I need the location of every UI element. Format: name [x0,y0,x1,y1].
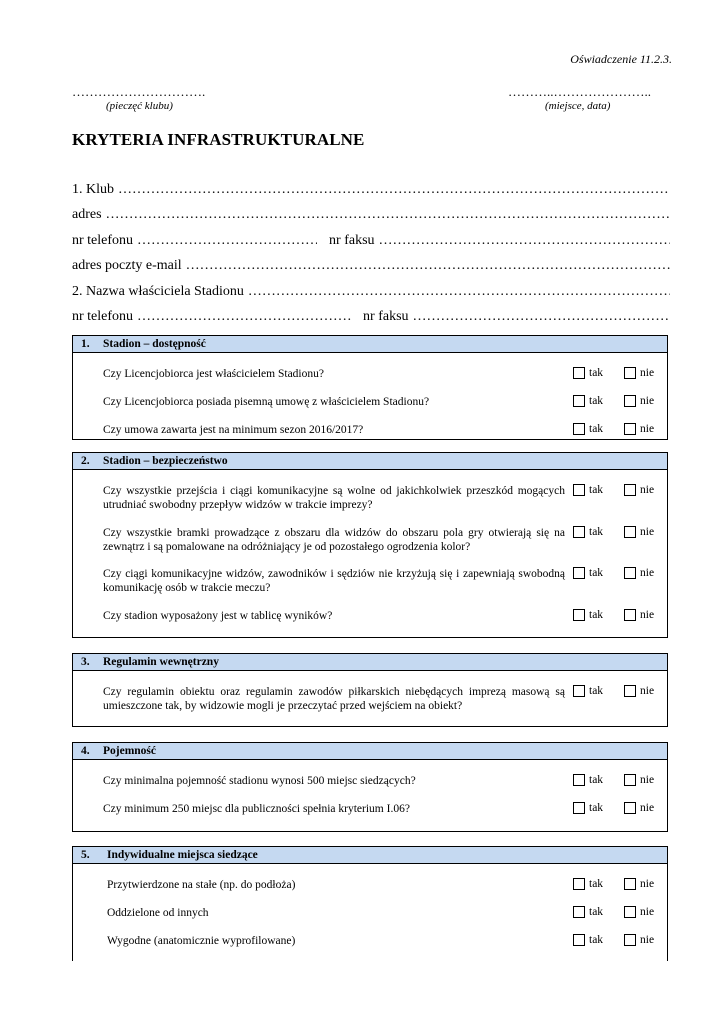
checkbox-tak[interactable] [573,567,585,579]
tak-option[interactable]: tak [573,395,603,407]
question-text: Czy wszystkie bramki prowadzące z obszaru dla widzów do obszaru pola gry otwierają się na zewnątrz i są pomalowane na odróżniający je od pozostałego ogrodzenia kolor? [103,527,565,553]
place-date-caption: (miejsce, data) [545,100,611,112]
checkbox-nie[interactable] [624,567,636,579]
section-header [73,453,667,470]
checkbox-tak[interactable] [573,774,585,786]
nie-option[interactable]: nie [624,367,654,379]
question-text: Wygodne (anatomicznie wyprofilowane) [107,935,296,947]
question-text: Czy minimum 250 miejsc dla publiczności spełnia kryterium I.06? [103,803,410,815]
document-reference: Oświadczenie 11.2.3. [570,52,672,66]
nie-option[interactable]: nie [624,609,654,621]
checkbox-nie[interactable] [624,423,636,435]
question-text: Czy ciągi komunikacyjne widzów, zawodników i sędziów nie krzyżują się i zapewniają swobodną komunikację osób w trakcie meczu? [103,568,565,594]
nie-option[interactable]: nie [624,934,654,946]
section-number: 2. [81,455,90,467]
email-label: adres poczty e-mail [72,258,182,273]
club-label: 1. Klub [72,182,114,197]
checkbox-tak[interactable] [573,906,585,918]
nie-option[interactable]: nie [624,395,654,407]
tak-option[interactable]: tak [573,484,603,496]
checkbox-tak[interactable] [573,802,585,814]
section-title: Regulamin wewnętrzny [103,656,219,668]
question-text: Oddzielone od innych [107,907,209,919]
phone-field-2[interactable] [137,309,351,325]
section-number: 4. [81,745,90,757]
owner-label: 2. Nazwa właściciela Stadionu [72,284,244,299]
section-title: Pojemność [103,745,157,757]
tak-option[interactable]: tak [573,685,603,697]
checkbox-tak[interactable] [573,423,585,435]
nie-option[interactable]: nie [624,484,654,496]
checkbox-nie[interactable] [624,878,636,890]
question-text: Czy Licencjobiorca jest właścicielem Stadionu? [103,368,324,380]
phone-label-1: nr telefonu [72,233,134,248]
section-header [73,847,667,864]
tak-option[interactable]: tak [573,609,603,621]
nie-option[interactable]: nie [624,423,654,435]
checkbox-nie[interactable] [624,802,636,814]
address-label: adres [72,207,102,222]
checkbox-nie[interactable] [624,934,636,946]
question-text: Czy stadion wyposażony jest w tablicę wyników? [103,610,333,622]
nie-option[interactable]: nie [624,526,654,538]
section-header [73,654,667,671]
section-title: Stadion – dostępność [103,338,206,350]
question-text: Czy umowa zawarta jest na minimum sezon 2016/2017? [103,424,364,436]
owner-field[interactable] [72,284,670,300]
nie-option[interactable]: nie [624,685,654,697]
tak-option[interactable]: tak [573,906,603,918]
fax-field-2[interactable] [413,309,670,325]
checkbox-nie[interactable] [624,484,636,496]
question-text: Przytwierdzone na stałe (np. do podłoża) [107,879,296,891]
email-field[interactable] [72,258,670,274]
section-title: Indywidualne miejsca siedzące [107,849,258,861]
section-individual-seats [72,846,668,961]
place-date-line: ………..………………….. [508,84,651,99]
page-title: KRYTERIA INFRASTRUKTURALNE [72,130,365,149]
checkbox-nie[interactable] [624,367,636,379]
fax-label-1: nr faksu [329,233,375,248]
phone-fax-row-2 [72,309,670,325]
club-field[interactable] [72,182,670,198]
checkbox-tak[interactable] [573,934,585,946]
checkbox-tak[interactable] [573,609,585,621]
question-text: Czy minimalna pojemność stadionu wynosi 500 miejsc siedzących? [103,775,416,787]
checkbox-tak[interactable] [573,526,585,538]
section-internal-regulations [72,653,668,727]
nie-option[interactable]: nie [624,878,654,890]
fax-label-2: nr faksu [363,309,409,324]
checkbox-nie[interactable] [624,609,636,621]
section-header [73,743,667,760]
phone-label-2: nr telefonu [72,309,134,324]
checkbox-nie[interactable] [624,774,636,786]
question-text: Czy regulamin obiektu oraz regulamin zawodów piłkarskich niebędących imprezą masową są umieszczone tak, by widzowie mogli je przeczytać przed wejściem na obiekt? [103,686,565,712]
checkbox-nie[interactable] [624,526,636,538]
phone-fax-row-1 [72,233,670,249]
checkbox-nie[interactable] [624,395,636,407]
tak-option[interactable]: tak [573,567,603,579]
tak-option[interactable]: tak [573,878,603,890]
section-number: 1. [81,338,90,350]
checkbox-nie[interactable] [624,906,636,918]
tak-option[interactable]: tak [573,934,603,946]
section-safety [72,452,668,638]
checkbox-tak[interactable] [573,685,585,697]
checkbox-tak[interactable] [573,367,585,379]
section-header [73,336,667,353]
checkbox-tak[interactable] [573,878,585,890]
phone-field-1[interactable] [137,233,317,249]
tak-option[interactable]: tak [573,367,603,379]
checkbox-tak[interactable] [573,484,585,496]
section-availability [72,335,668,440]
nie-option[interactable]: nie [624,802,654,814]
address-field[interactable] [72,207,670,223]
question-text: Czy wszystkie przejścia i ciągi komunikacyjne są wolne od jakichkolwiek przeszkód mogących utrudniać swobodny przepływ widzów w trakcie imprezy? [103,485,565,511]
tak-option[interactable]: tak [573,526,603,538]
question-text: Czy Licencjobiorca posiada pisemną umowę z właścicielem Stadionu? [103,396,430,408]
section-title: Stadion – bezpieczeństwo [103,455,228,467]
section-number: 5. [81,849,90,861]
fax-field-1[interactable] [379,233,670,249]
tak-option[interactable]: tak [573,802,603,814]
nie-option[interactable]: nie [624,906,654,918]
section-capacity [72,742,668,832]
nie-option[interactable]: nie [624,567,654,579]
section-number: 3. [81,656,90,668]
checkbox-nie[interactable] [624,685,636,697]
nie-option[interactable]: nie [624,774,654,786]
tak-option[interactable]: tak [573,423,603,435]
checkbox-tak[interactable] [573,395,585,407]
stamp-caption: (pieczęć klubu) [106,100,173,112]
stamp-line: …………………………. [72,84,206,99]
tak-option[interactable]: tak [573,774,603,786]
